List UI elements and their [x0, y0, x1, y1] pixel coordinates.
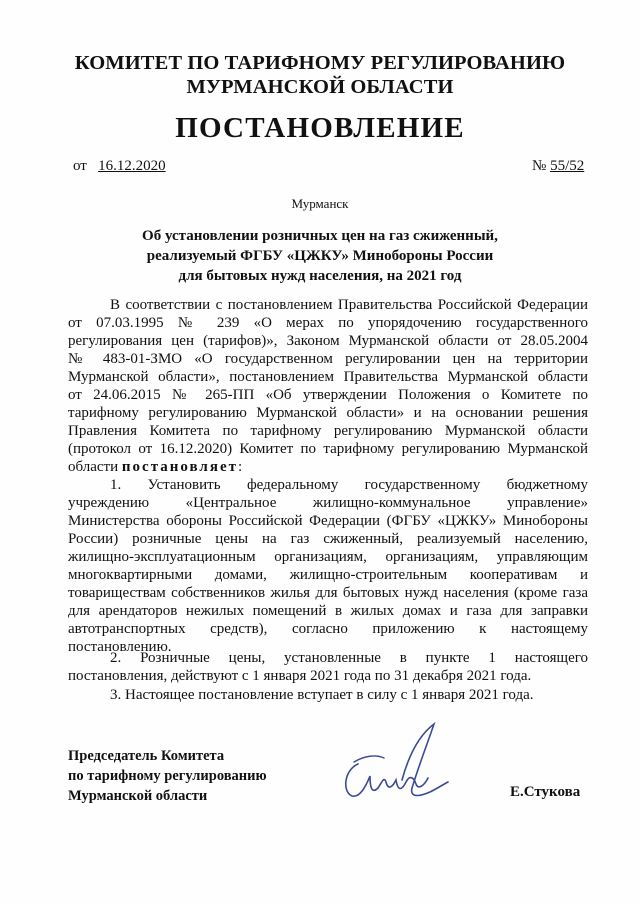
text-line: В соответствии с постановлением Правительства Российской Федерации [110, 297, 588, 313]
text-line: тарифному регулированию Мурманской области» и на основании решения [68, 405, 588, 421]
number-value: 55/52 [550, 158, 585, 174]
committee-name-line1: КОМИТЕТ ПО ТАРИФНОМУ РЕГУЛИРОВАНИЮ [74, 52, 566, 74]
text-line: товариществам собственников жилья для бытовых нужд населения (кроме газа [68, 585, 588, 601]
document-title: ПОСТАНОВЛЕНИЕ [175, 112, 465, 144]
subject-line: Об установлении розничных цен на газ сжиженный, [142, 228, 498, 244]
number-prefix: № [532, 158, 547, 174]
text-line: автотранспортных средств), согласно приложению к настоящему [68, 621, 588, 637]
date-prefix: от [73, 158, 87, 174]
text-line: для арендаторов нежилых помещений в жилых домах и газа для заправки [68, 603, 588, 619]
text-line: Министерства обороны Российской Федерации (ФГБУ «ЦЖКУ» Минобороны [68, 513, 588, 529]
decree-word: постановляет [121, 459, 238, 475]
text-fragment: области [68, 459, 122, 475]
document-number [532, 158, 584, 175]
signatory-position [68, 746, 267, 806]
subject-line: реализуемый ФГБУ «ЦЖКУ» Минобороны России [146, 248, 494, 264]
text-line: жилищно-эксплуатационным организациям, организациям, управляющим [68, 549, 588, 565]
position-line: по тарифному регулированию [68, 768, 267, 784]
text-line: (протокол от 16.12.2020) Комитет по тарифному регулированию Мурманской [68, 441, 588, 457]
text-line: многоквартирными домами, жилищно-строительным кооперативам и [68, 567, 588, 583]
text-line: Мурманской области», постановлением Правительства Мурманской области [68, 369, 588, 385]
handwritten-signature [330, 718, 450, 818]
preamble-paragraph [68, 296, 588, 476]
text-line: 2. Розничные цены, установленные в пункте 1 настоящего [110, 650, 588, 666]
text-line: России) розничные цены на газ сжиженный, реализуемый населению, [68, 531, 588, 547]
text-line: от 24.06.2015 № 265-ПП «Об утверждении Положения о Комитете по [68, 387, 588, 403]
item-2-paragraph [68, 649, 588, 685]
text-line: постановлению. [68, 639, 172, 655]
city-name: Мурманск [291, 196, 349, 211]
signer-name: Е.Стукова [510, 784, 581, 800]
position-line: Мурманской области [68, 788, 208, 804]
subject-line: для бытовых нужд населения, на 2021 год [178, 268, 462, 284]
date-value: 16.12.2020 [98, 158, 166, 174]
text-fragment: : [238, 459, 243, 475]
text-line: 1. Установить федеральному государственному бюджетному [110, 477, 588, 493]
text-line: от 07.03.1995 № 239 «О мерах по упорядочению государственного [68, 315, 588, 331]
item-3-paragraph [68, 686, 588, 704]
text-line: Правления Комитета по тарифному регулированию Мурманской области [68, 423, 588, 439]
text-line: постановления, действуют с 1 января 2021 года по 31 декабря 2021 года. [68, 668, 532, 684]
text-line: регулирования цен (тарифов)», Законом Мурманской области от 28.05.2004 [68, 333, 588, 349]
committee-name-line2: МУРМАНСКОЙ ОБЛАСТИ [186, 76, 454, 98]
item-1-paragraph [68, 476, 588, 656]
text-line [68, 458, 588, 476]
position-line: Председатель Комитета [68, 748, 225, 764]
document-date [73, 158, 166, 175]
text-line: учреждению «Центральное жилищно-коммунальное управление» [68, 495, 588, 511]
text-line: 3. Настоящее постановление вступает в силу с 1 января 2021 года. [110, 687, 534, 703]
text-line: № 483-01-ЗМО «О государственном регулировании цен на территории [68, 351, 588, 367]
